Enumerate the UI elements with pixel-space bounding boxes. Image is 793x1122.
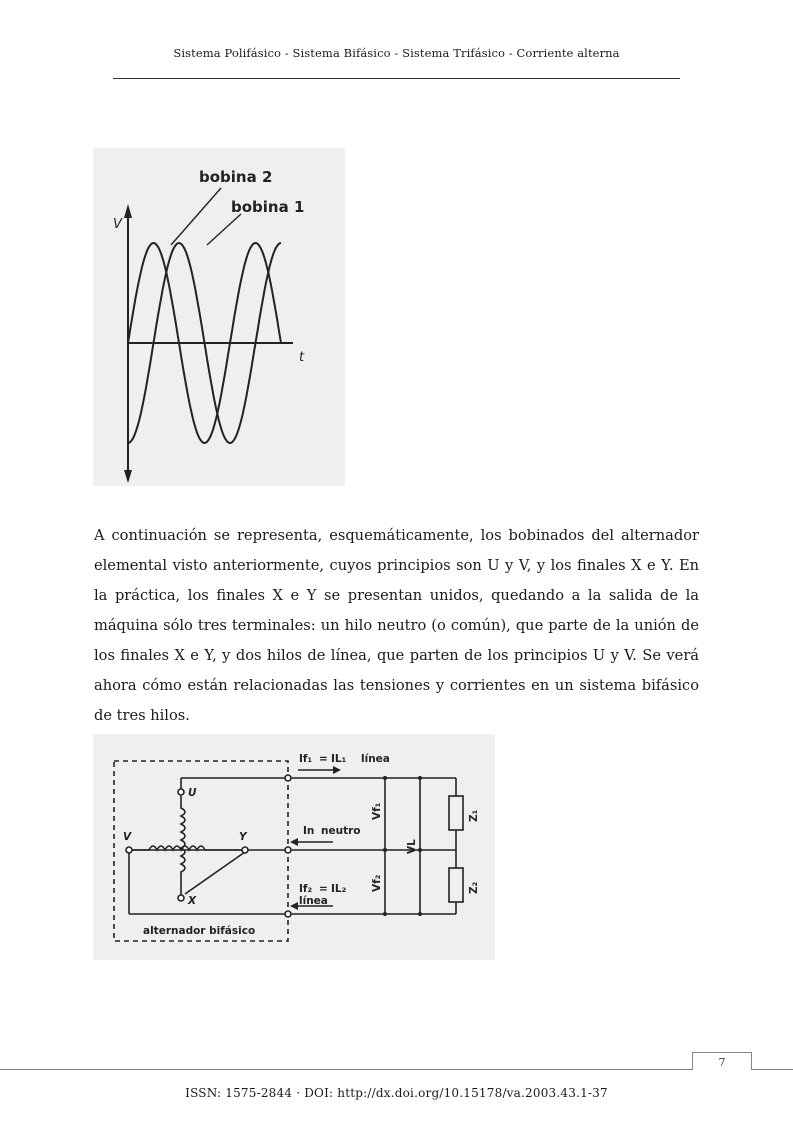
node-5	[383, 912, 387, 916]
label-if2-lhs: If₂	[299, 883, 313, 895]
terminal-y	[242, 847, 248, 853]
coil-vy	[133, 846, 243, 850]
label-vf1: Vf₁	[371, 802, 383, 820]
label-v: V	[123, 831, 132, 843]
xy-link	[185, 852, 245, 894]
label-x: X	[188, 895, 197, 907]
label-linea-2: línea	[299, 895, 328, 907]
label-if2-rhs: IL₂	[331, 883, 347, 895]
z1-impedance	[449, 796, 463, 830]
label-if2-eq: =	[319, 883, 328, 895]
node-4	[418, 848, 422, 852]
label-bobina-1: bobina 1	[231, 198, 305, 216]
footer-rule	[0, 1069, 793, 1070]
v-axis-arrow-bottom	[124, 470, 132, 483]
caption-alternador: alternador bifásico	[143, 925, 256, 937]
terminal-u	[178, 789, 184, 795]
label-y: Y	[239, 831, 247, 843]
out-terminal-n	[285, 847, 291, 853]
label-u: U	[188, 787, 197, 799]
axis-v-label: V	[113, 217, 122, 232]
label-if1-lhs: If₁	[299, 753, 313, 765]
label-neutro: neutro	[321, 825, 361, 837]
node-6	[418, 912, 422, 916]
label-z2: Z₂	[468, 881, 480, 894]
leader-coil1	[207, 214, 241, 245]
arrowhead-if1	[333, 766, 341, 774]
node-1	[383, 776, 387, 780]
arrowhead-if2	[290, 902, 298, 910]
circuit-figure	[93, 734, 495, 960]
label-vl: VL	[406, 839, 418, 854]
leader-coil2	[171, 188, 221, 245]
axis-t-label: t	[299, 350, 305, 365]
label-bobina-2: bobina 2	[199, 168, 273, 186]
waveform-figure	[93, 148, 345, 486]
label-linea-1: línea	[361, 753, 390, 765]
label-if1-rhs: IL₁	[331, 753, 347, 765]
out-terminal-2	[285, 911, 291, 917]
label-if1-eq: =	[319, 753, 328, 765]
page-number: 7	[692, 1052, 752, 1070]
out-terminal-1	[285, 775, 291, 781]
v-axis-arrow-top	[124, 204, 132, 218]
z2-impedance	[449, 868, 463, 902]
waveform-chart	[93, 148, 345, 486]
header-rule	[113, 78, 680, 79]
terminal-v	[126, 847, 132, 853]
running-title: Sistema Polifásico - Sistema Bifásico - Sistema Trifásico - Corriente alterna	[173, 46, 620, 60]
body-paragraph: A continuación se representa, esquemáticamente, los bobinados del alternador elemental visto anteriormente, cuyos principios son U y V, y los finales X e Y. En la práctica, los finales X e Y se presentan unidos, quedando a la salida de la máquina sólo tres terminales: un hilo neutro (o común), que parte de la unión de los finales X e Y, y dos hilos de línea, que parten de los principios U y V. Se verá ahora cómo están relacionadas las tensiones y corrientes en un sistema bifásico de tres hilos.	[94, 527, 699, 724]
node-2	[418, 776, 422, 780]
label-vf2: Vf₂	[371, 874, 383, 892]
arrowhead-in	[290, 838, 298, 846]
label-in: In	[303, 825, 315, 837]
footer-citation: ISSN: 1575-2844 · DOI: http://dx.doi.org/10.15178/va.2003.43.1-37	[185, 1086, 608, 1100]
circuit-diagram	[93, 734, 495, 960]
terminal-x	[178, 895, 184, 901]
label-z1: Z₁	[468, 809, 480, 822]
node-3	[383, 848, 387, 852]
